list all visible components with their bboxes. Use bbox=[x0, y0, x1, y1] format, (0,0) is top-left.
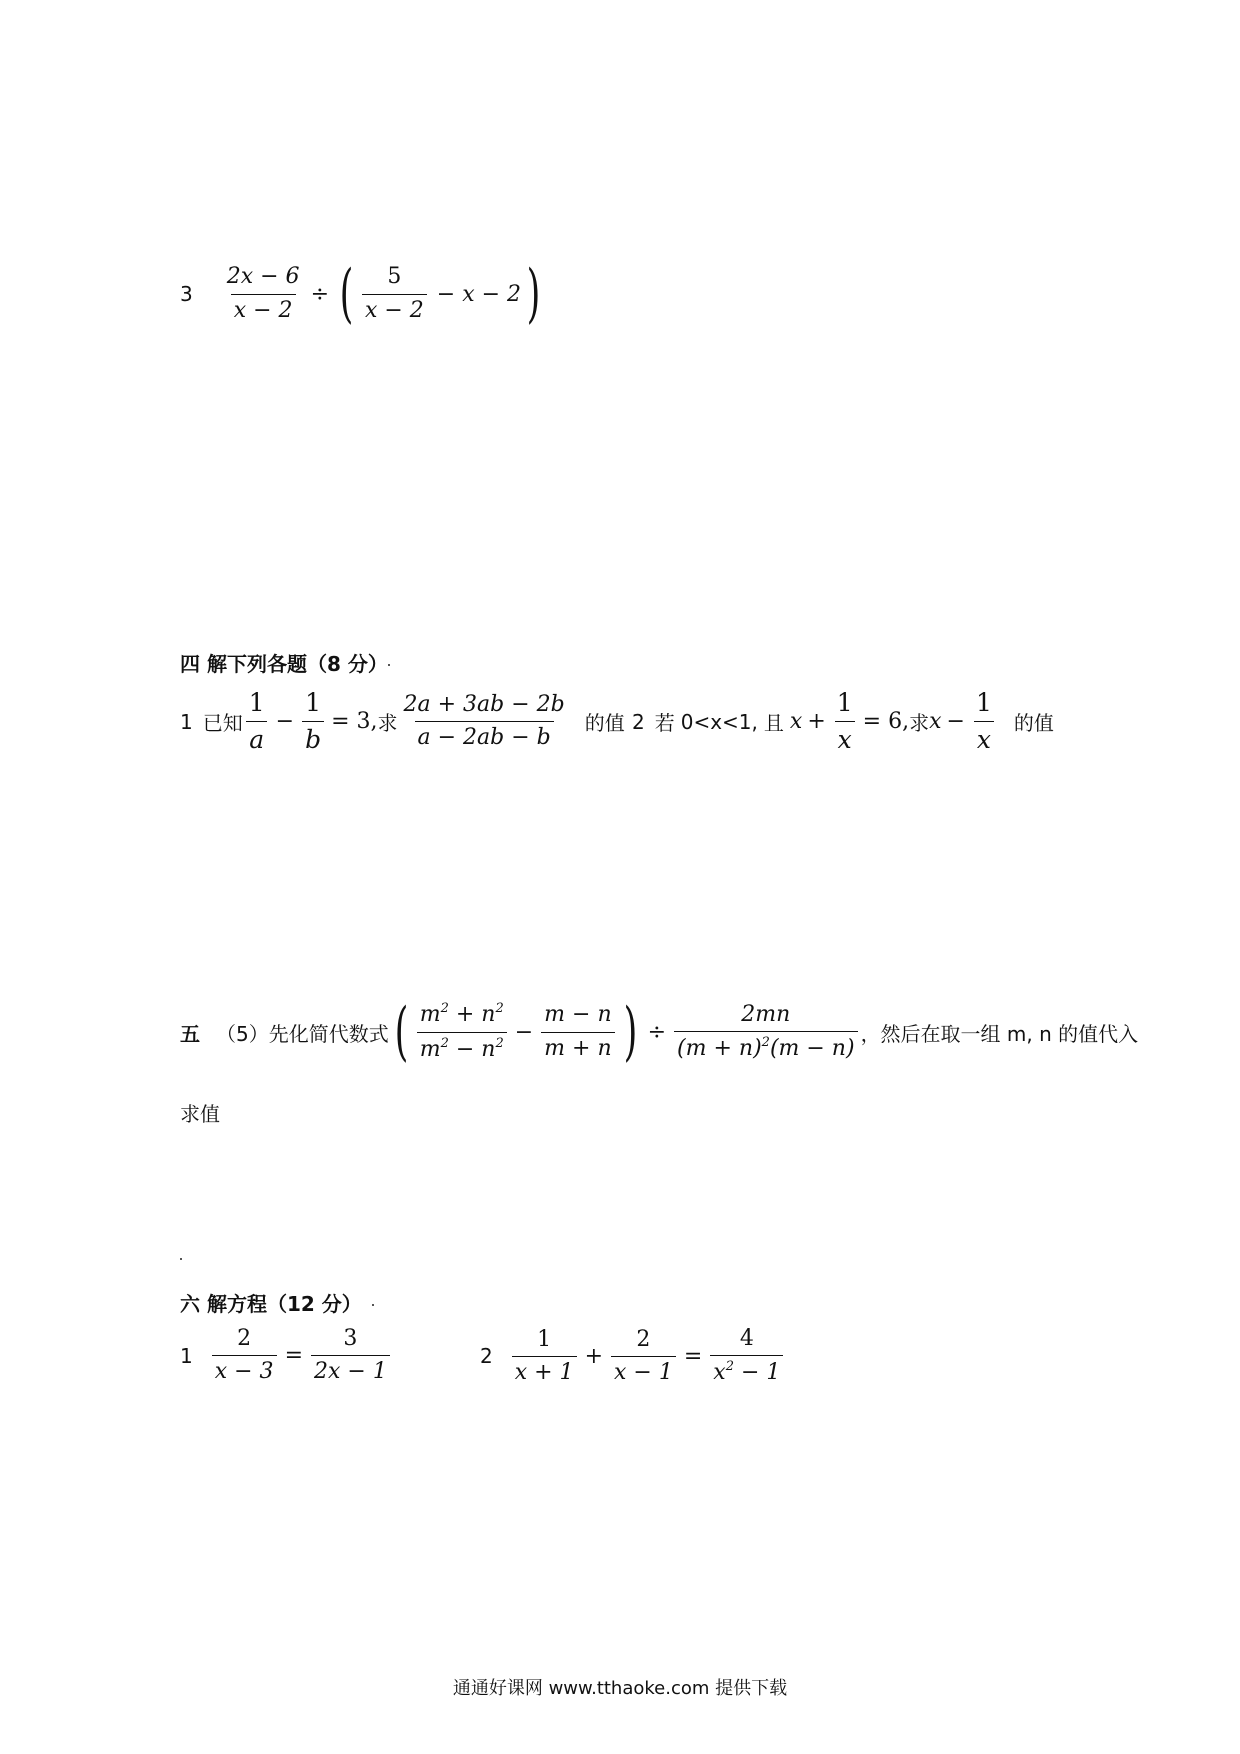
section-4-problem-2: 2 若 0<x<1, 且 x + $\frac{1}{x}$ = 6, 求 x − $\frac{1}{x}$ 的值 bbox=[632, 688, 1054, 754]
section-5-continuation: 求值 bbox=[180, 1102, 220, 1126]
section-5: 五 （5）先化简代数式 ( $\frac{m^2 + n^2}{m^2 - n^2}$ − $\frac{m - n}{m + n}$ ) ÷ $\frac{2mn}{(m + n)^2(m - n)}$ ，然后在取一组 m, n 的值代入 bbox=[180, 995, 1139, 1069]
fraction: $\frac{1}{a}$ bbox=[246, 688, 268, 755]
fraction: $\frac{1}{x}$ bbox=[834, 688, 856, 755]
fraction: $\frac{2x - 6}{x - 2}$ bbox=[226, 264, 300, 323]
fraction: $\frac{2}{x - 3}$ bbox=[212, 1326, 277, 1386]
fraction: $\frac{4}{x^2 - 1}$ bbox=[710, 1326, 783, 1387]
fraction: $\frac{m^2 + n^2}{m^2 - n^2}$ bbox=[417, 1001, 507, 1063]
footer-text: 通通好课网 www.tthaoke.com 提供下载 bbox=[452, 1678, 788, 1699]
section-4-problem-1: 1 已知 $\frac{1}{a}$ − $\frac{1}{b}$ = 3, 求 $\frac{2a + 3ab - 2b}{a - 2ab - b}$ 的值 bbox=[180, 688, 625, 754]
fraction: $\frac{2mn}{(m + n)^2(m - n)}$ bbox=[674, 1002, 858, 1063]
section-6-problem-1: 1 $\frac{2}{x - 3}$ = $\frac{3}{2x - 1}$ bbox=[180, 1326, 393, 1386]
section-4-heading: 四 解下列各题（8 分） bbox=[180, 652, 388, 676]
fraction: $\frac{3}{2x - 1}$ bbox=[311, 1326, 390, 1386]
section-6-problem-2: 2 $\frac{1}{x + 1}$ + $\frac{2}{x - 1}$ = $\frac{4}{x^2 - 1}$ bbox=[480, 1326, 786, 1387]
fraction: $\frac{2}{x - 1}$ bbox=[611, 1327, 676, 1387]
fraction: $\frac{m - n}{m + n}$ bbox=[541, 1002, 614, 1062]
fraction: $\frac{5}{x - 2}$ bbox=[362, 264, 427, 324]
fraction: $\frac{1}{b}$ bbox=[302, 688, 324, 755]
fraction: $\frac{1}{x + 1}$ bbox=[512, 1327, 577, 1387]
fraction: $\frac{2a + 3ab - 2b}{a - 2ab - b}$ bbox=[403, 691, 565, 750]
problem-number: 3 bbox=[180, 282, 193, 306]
section-6-heading: 六 解方程（12 分） bbox=[180, 1292, 362, 1316]
fraction: $\frac{1}{x}$ bbox=[973, 688, 995, 755]
problem-3: 3 $\frac{2x - 6}{x - 2}$ ÷ ( $\frac{5}{x - 2}$ − x − 2 ) bbox=[180, 257, 541, 331]
